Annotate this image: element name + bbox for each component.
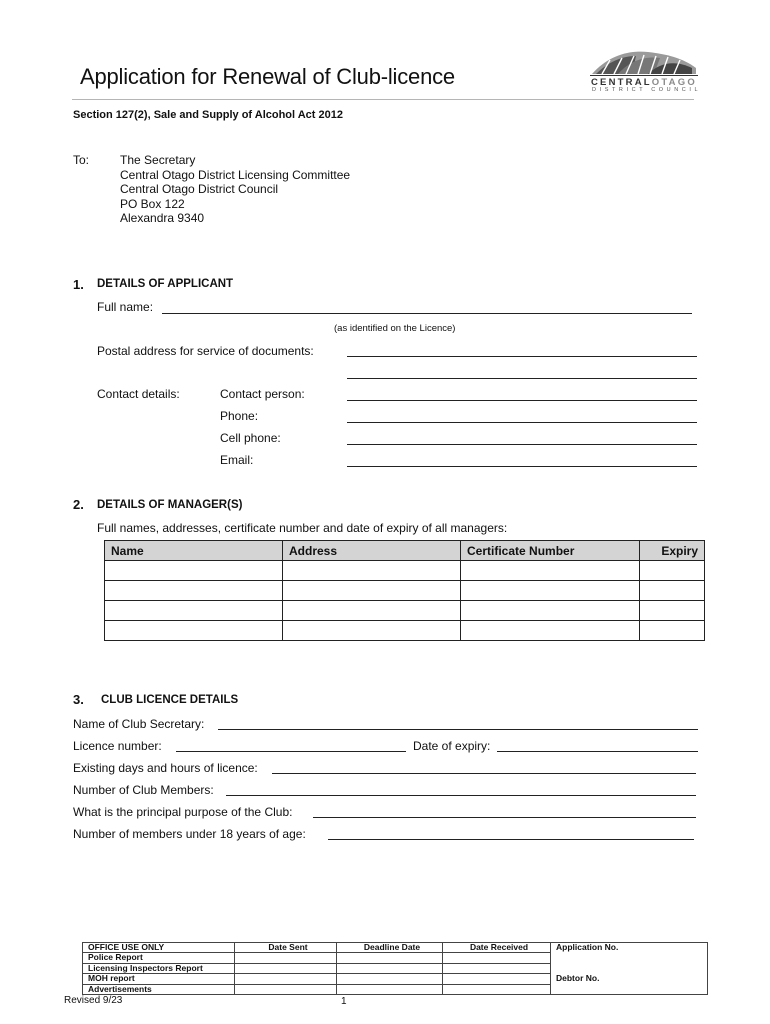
table-row [105,581,705,601]
council-logo [588,46,700,96]
address-line: PO Box 122 [120,196,185,211]
column-header-expiry: Expiry [640,541,705,561]
moh-report-label: MOH report [83,974,235,984]
section-2-number: 2. [73,497,84,512]
manager-certificate-cell[interactable] [461,621,640,641]
table-cell [337,963,443,973]
email-label: Email: [220,453,254,467]
table-cell [443,974,551,984]
debtor-no-label: Debtor No. [551,974,708,984]
manager-name-cell[interactable] [105,621,283,641]
address-line: Alexandra 9340 [120,211,205,225]
manager-expiry-cell[interactable] [640,561,705,581]
phone-field[interactable] [347,422,697,423]
licence-number-field[interactable] [176,751,406,752]
table-cell [235,984,337,994]
manager-address-cell[interactable] [283,621,461,641]
manager-name-cell[interactable] [105,561,283,581]
manager-address-cell[interactable] [283,581,461,601]
date-of-expiry-field[interactable] [497,751,698,752]
column-header-name: Name [105,541,283,561]
address-line: Central Otago District Licensing Committee [120,167,351,182]
table-cell [337,953,443,963]
club-secretary-field[interactable] [218,729,698,730]
page-number: 1 [341,996,347,1007]
postal-address-field-1[interactable] [347,356,697,357]
page-title: Application for Renewal of Club-licence [80,64,455,89]
club-members-field[interactable] [226,795,696,796]
section-2-heading: DETAILS OF MANAGER(S) [97,499,243,511]
table-cell [551,963,708,973]
table-row [83,974,708,984]
full-name-field[interactable] [162,313,692,314]
table-cell [337,984,443,994]
table-cell [235,953,337,963]
date-received-header: Date Received [443,943,551,953]
table-cell [443,984,551,994]
licence-number-label: Licence number: [73,739,162,753]
principal-purpose-field[interactable] [313,817,696,818]
address-line: The Secretary [120,153,196,167]
table-cell [443,963,551,973]
logo-wordmark: CENTRALOTAGO [591,77,697,88]
cell-phone-field[interactable] [347,444,697,445]
members-under-18-label: Number of members under 18 years of age: [73,827,306,841]
managers-table [104,540,705,641]
section-1-number: 1. [73,277,84,292]
mountain-logo-icon [588,46,700,78]
table-row [83,953,708,963]
manager-certificate-cell[interactable] [461,601,640,621]
contact-person-label: Contact person: [220,387,305,401]
office-use-title: OFFICE USE ONLY [83,943,235,953]
table-cell [337,974,443,984]
office-use-table [82,942,708,995]
days-hours-label: Existing days and hours of licence: [73,761,258,775]
table-cell [235,974,337,984]
phone-label: Phone: [220,409,259,423]
members-under-18-field[interactable] [328,839,694,840]
manager-expiry-cell[interactable] [640,581,705,601]
principal-purpose-label: What is the principal purpose of the Club: [73,805,293,819]
column-header-address: Address [283,541,461,561]
date-sent-header: Date Sent [235,943,337,953]
table-row [83,984,708,994]
manager-address-cell[interactable] [283,601,461,621]
table-row [105,601,705,621]
section-3-number: 3. [73,692,84,707]
contact-details-label: Contact details: [97,387,180,401]
section-1-heading: DETAILS OF APPLICANT [97,278,234,290]
table-cell [551,984,708,994]
address-line: Central Otago District Council [120,182,279,196]
contact-person-field[interactable] [347,400,697,401]
club-secretary-label: Name of Club Secretary: [73,717,205,731]
manager-name-cell[interactable] [105,581,283,601]
table-cell [551,953,708,963]
section-3-heading: CLUB LICENCE DETAILS [101,694,239,706]
logo-subtext: DISTRICT COUNCIL [592,87,702,93]
header-divider [72,99,694,100]
to-label: To: [73,153,90,167]
postal-address-label: Postal address for service of documents: [97,344,314,358]
managers-instruction: Full names, addresses, certificate number and date of expiry of all managers: [97,521,508,535]
full-name-label: Full name: [97,300,154,314]
table-row [105,561,705,581]
table-row [83,943,708,953]
table-row [105,621,705,641]
manager-expiry-cell[interactable] [640,601,705,621]
deadline-date-header: Deadline Date [337,943,443,953]
days-hours-field[interactable] [272,773,696,774]
application-no-label: Application No. [551,943,708,953]
licensing-inspectors-report-label: Licensing Inspectors Report [83,963,235,973]
postal-address-field-2[interactable] [347,378,697,379]
revision-label: Revised 9/23 [64,995,123,1006]
manager-expiry-cell[interactable] [640,621,705,641]
date-of-expiry-label: Date of expiry: [413,739,491,753]
act-reference: Section 127(2), Sale and Supply of Alcohol Act 2012 [73,109,343,121]
police-report-label: Police Report [83,953,235,963]
column-header-certificate: Certificate Number [461,541,640,561]
email-field[interactable] [347,466,697,467]
table-header-row [105,541,705,561]
advertisements-label: Advertisements [83,984,235,994]
identified-note: (as identified on the Licence) [334,323,456,334]
manager-certificate-cell[interactable] [461,581,640,601]
cell-phone-label: Cell phone: [220,431,281,445]
table-row [83,963,708,973]
manager-certificate-cell[interactable] [461,561,640,581]
manager-name-cell[interactable] [105,601,283,621]
manager-address-cell[interactable] [283,561,461,581]
club-members-label: Number of Club Members: [73,783,214,797]
table-cell [235,963,337,973]
table-cell [443,953,551,963]
addressee-block [120,153,350,226]
